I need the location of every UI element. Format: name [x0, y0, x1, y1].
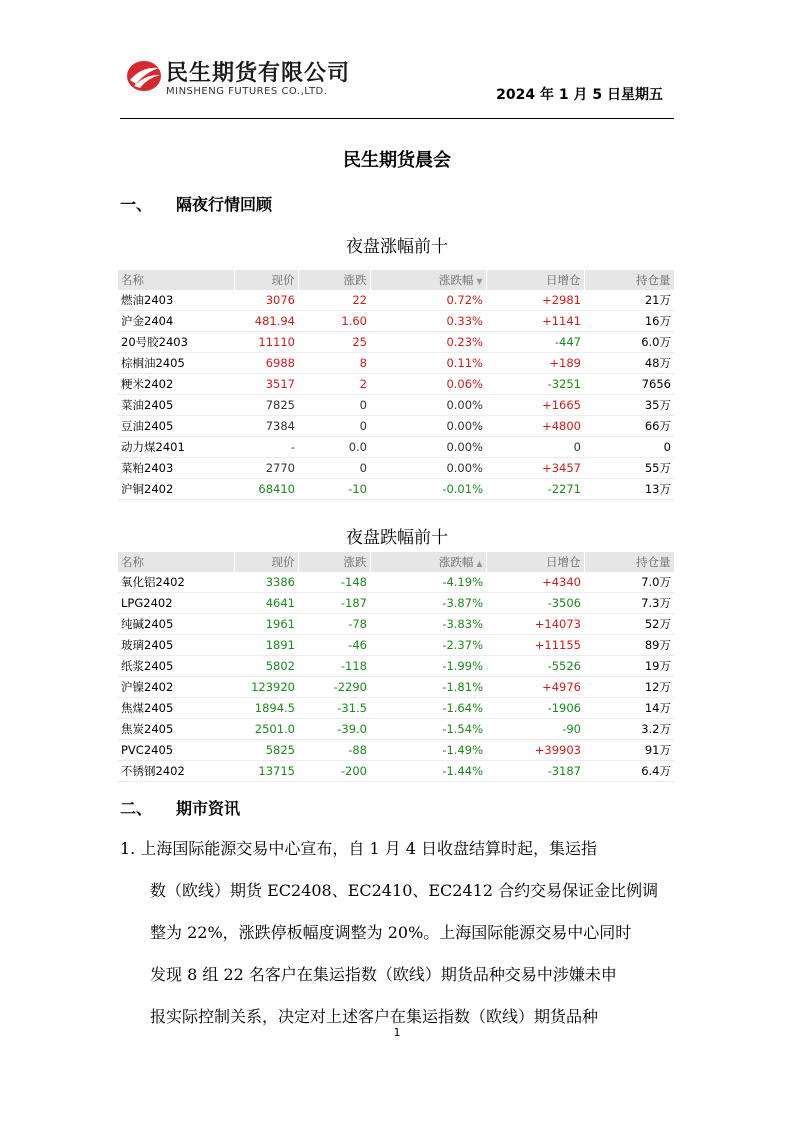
column-header[interactable]: 现价 — [234, 270, 298, 290]
table-row[interactable] — [118, 698, 674, 719]
change-percent: -3.83% — [370, 614, 486, 635]
price-change: 0 — [298, 395, 370, 416]
contract-name: 纸浆2405 — [118, 656, 234, 677]
table-row[interactable] — [118, 656, 674, 677]
contract-name: 沪金2404 — [118, 311, 234, 332]
column-header[interactable]: 名称 — [118, 270, 234, 290]
table-row[interactable] — [118, 635, 674, 656]
price-change: 22 — [298, 290, 370, 311]
table-row[interactable] — [118, 290, 674, 311]
column-header[interactable]: 涨跌 — [298, 270, 370, 290]
current-price: 2770 — [234, 458, 298, 479]
current-price: 3386 — [234, 572, 298, 593]
table-row[interactable] — [118, 719, 674, 740]
open-interest: 0 — [584, 437, 674, 458]
change-percent: -4.19% — [370, 572, 486, 593]
sort-arrow-icon: ▼ — [476, 277, 483, 286]
paragraph-line: 发现 8 组 22 名客户在集运指数（欧线）期货品种交易中涉嫌未申 — [150, 965, 617, 984]
open-interest-change: +2981 — [486, 290, 584, 311]
table-row[interactable] — [118, 332, 674, 353]
column-header-label: 涨跌幅 — [438, 273, 474, 287]
contract-name: PVC2405 — [118, 740, 234, 761]
table-row[interactable] — [118, 761, 674, 782]
open-interest-change: +4800 — [486, 416, 584, 437]
table-row[interactable] — [118, 353, 674, 374]
column-header[interactable]: 名称 — [118, 552, 234, 572]
contract-name: 棕榈油2405 — [118, 353, 234, 374]
table-header-row — [118, 270, 674, 290]
open-interest: 3.2万 — [584, 719, 674, 740]
contract-name: 焦煤2405 — [118, 698, 234, 719]
paragraph-line: 整为 22%，涨跌停板幅度调整为 20%。上海国际能源交易中心同时 — [150, 923, 632, 942]
gainers-table — [118, 270, 675, 500]
open-interest: 14万 — [584, 698, 674, 719]
column-header[interactable]: 日增仓 — [486, 270, 584, 290]
change-percent: 0.72% — [370, 290, 486, 311]
change-percent: 0.11% — [370, 353, 486, 374]
contract-name: 不锈钢2402 — [118, 761, 234, 782]
logo-mark-icon — [126, 58, 162, 94]
price-change: -10 — [298, 479, 370, 500]
table-row[interactable] — [118, 740, 674, 761]
paragraph-line: 1. 上海国际能源交易中心宣布，自 1 月 4 日收盘结算时起，集运指 — [120, 839, 598, 858]
price-change: -88 — [298, 740, 370, 761]
change-percent: -0.01% — [370, 479, 486, 500]
table-row[interactable] — [118, 311, 674, 332]
price-change: 0 — [298, 416, 370, 437]
open-interest: 12万 — [584, 677, 674, 698]
page-number: 1 — [393, 1026, 401, 1039]
change-percent: 0.06% — [370, 374, 486, 395]
price-change: -39.0 — [298, 719, 370, 740]
losers-table-title: 夜盘跌幅前十 — [346, 528, 448, 548]
price-change: -148 — [298, 572, 370, 593]
open-interest-change: -3506 — [486, 593, 584, 614]
table-row[interactable] — [118, 458, 674, 479]
open-interest: 7656 — [584, 374, 674, 395]
price-change: 0.0 — [298, 437, 370, 458]
table-row[interactable] — [118, 614, 674, 635]
open-interest: 89万 — [584, 635, 674, 656]
open-interest-change: +14073 — [486, 614, 584, 635]
table-row[interactable] — [118, 572, 674, 593]
column-header[interactable]: 日增仓 — [486, 552, 584, 572]
open-interest: 19万 — [584, 656, 674, 677]
column-header[interactable] — [370, 552, 486, 572]
contract-name: 豆油2405 — [118, 416, 234, 437]
current-price: 3076 — [234, 290, 298, 311]
open-interest: 6.0万 — [584, 332, 674, 353]
current-price: 5825 — [234, 740, 298, 761]
open-interest-change: +1665 — [486, 395, 584, 416]
contract-name: 动力煤2401 — [118, 437, 234, 458]
current-price: 4641 — [234, 593, 298, 614]
change-percent: -1.54% — [370, 719, 486, 740]
contract-name: 焦炭2405 — [118, 719, 234, 740]
contract-name: 燃油2403 — [118, 290, 234, 311]
contract-name: 沪铜2402 — [118, 479, 234, 500]
change-percent: 0.00% — [370, 458, 486, 479]
change-percent: -1.64% — [370, 698, 486, 719]
current-price: 6988 — [234, 353, 298, 374]
section-heading-1 — [120, 192, 272, 215]
section-label: 隔夜行情回顾 — [176, 195, 273, 214]
report-date: 2024 年 1 月 5 日星期五 — [496, 87, 663, 103]
change-percent: 0.23% — [370, 332, 486, 353]
open-interest: 7.3万 — [584, 593, 674, 614]
current-price: 68410 — [234, 479, 298, 500]
open-interest-change: -2271 — [486, 479, 584, 500]
contract-name: 沪镍2402 — [118, 677, 234, 698]
current-price: 1894.5 — [234, 698, 298, 719]
contract-name: 纯碱2405 — [118, 614, 234, 635]
header-divider — [120, 118, 674, 119]
current-price: 7384 — [234, 416, 298, 437]
price-change: -78 — [298, 614, 370, 635]
current-price: 3517 — [234, 374, 298, 395]
current-price: 7825 — [234, 395, 298, 416]
change-percent: 0.00% — [370, 395, 486, 416]
open-interest: 13万 — [584, 479, 674, 500]
open-interest-change: -3187 — [486, 761, 584, 782]
open-interest: 66万 — [584, 416, 674, 437]
open-interest: 35万 — [584, 395, 674, 416]
contract-name: 菜油2405 — [118, 395, 234, 416]
open-interest: 48万 — [584, 353, 674, 374]
price-change: -187 — [298, 593, 370, 614]
sort-arrow-icon: ▲ — [476, 559, 483, 568]
open-interest-change: -5526 — [486, 656, 584, 677]
open-interest-change: +4340 — [486, 572, 584, 593]
company-logo — [126, 56, 366, 100]
open-interest-change: +4976 — [486, 677, 584, 698]
price-change: 25 — [298, 332, 370, 353]
price-change: -118 — [298, 656, 370, 677]
contract-name: 氧化铝2402 — [118, 572, 234, 593]
price-change: 1.60 — [298, 311, 370, 332]
column-header[interactable]: 持仓量 — [584, 270, 674, 290]
change-percent: -1.99% — [370, 656, 486, 677]
gainers-table-title: 夜盘涨幅前十 — [346, 237, 448, 257]
change-percent: -1.49% — [370, 740, 486, 761]
open-interest: 7.0万 — [584, 572, 674, 593]
change-percent: -1.81% — [370, 677, 486, 698]
open-interest-change: -3251 — [486, 374, 584, 395]
current-price: 11110 — [234, 332, 298, 353]
contract-name: LPG2402 — [118, 593, 234, 614]
open-interest-change: +189 — [486, 353, 584, 374]
paragraph-line: 数（欧线）期货 EC2408、EC2410、EC2412 合约交易保证金比例调 — [150, 881, 659, 900]
change-percent: -1.44% — [370, 761, 486, 782]
contract-name: 20号胶2403 — [118, 332, 234, 353]
open-interest: 16万 — [584, 311, 674, 332]
logo-english-name: MINSHENG FUTURES CO.,LTD. — [166, 86, 328, 97]
open-interest-change: +1141 — [486, 311, 584, 332]
contract-name: 粳米2402 — [118, 374, 234, 395]
table-row[interactable] — [118, 479, 674, 500]
contract-name: 玻璃2405 — [118, 635, 234, 656]
price-change: 0 — [298, 458, 370, 479]
table-row[interactable] — [118, 395, 674, 416]
open-interest-change: +3457 — [486, 458, 584, 479]
change-percent: -2.37% — [370, 635, 486, 656]
current-price: 123920 — [234, 677, 298, 698]
price-change: 2 — [298, 374, 370, 395]
price-change: -31.5 — [298, 698, 370, 719]
price-change: -2290 — [298, 677, 370, 698]
open-interest-change: -1906 — [486, 698, 584, 719]
section-heading-2 — [120, 796, 240, 819]
column-header[interactable]: 涨跌 — [298, 552, 370, 572]
open-interest: 21万 — [584, 290, 674, 311]
open-interest: 91万 — [584, 740, 674, 761]
column-header[interactable]: 持仓量 — [584, 552, 674, 572]
open-interest-change: +11155 — [486, 635, 584, 656]
section-number: 二、 — [120, 799, 153, 818]
paragraph-line: 报实际控制关系，决定对上述客户在集运指数（欧线）期货品种 — [150, 1007, 599, 1026]
change-percent: 0.33% — [370, 311, 486, 332]
current-price: 481.94 — [234, 311, 298, 332]
open-interest: 55万 — [584, 458, 674, 479]
open-interest-change: -447 — [486, 332, 584, 353]
losers-table — [118, 552, 675, 782]
section-number: 一、 — [120, 195, 153, 214]
current-price: 1891 — [234, 635, 298, 656]
page-title: 民生期货晨会 — [343, 150, 451, 171]
column-header-label: 涨跌幅 — [438, 555, 474, 569]
price-change: 8 — [298, 353, 370, 374]
column-header[interactable] — [370, 270, 486, 290]
change-percent: 0.00% — [370, 437, 486, 458]
price-change: -46 — [298, 635, 370, 656]
section-label: 期市资讯 — [176, 799, 241, 818]
table-header-row — [118, 552, 674, 572]
news-paragraph — [120, 828, 676, 1038]
column-header[interactable]: 现价 — [234, 552, 298, 572]
open-interest-change: +39903 — [486, 740, 584, 761]
logo-chinese-name: 民生期货有限公司 — [166, 61, 351, 86]
current-price: - — [234, 437, 298, 458]
contract-name: 菜粕2403 — [118, 458, 234, 479]
table-row[interactable] — [118, 437, 674, 458]
table-row[interactable] — [118, 374, 674, 395]
current-price: 5802 — [234, 656, 298, 677]
table-row[interactable] — [118, 593, 674, 614]
open-interest: 6.4万 — [584, 761, 674, 782]
price-change: -200 — [298, 761, 370, 782]
open-interest-change: -90 — [486, 719, 584, 740]
change-percent: 0.00% — [370, 416, 486, 437]
table-row[interactable] — [118, 677, 674, 698]
change-percent: -3.87% — [370, 593, 486, 614]
table-row[interactable] — [118, 416, 674, 437]
current-price: 1961 — [234, 614, 298, 635]
current-price: 13715 — [234, 761, 298, 782]
open-interest: 52万 — [584, 614, 674, 635]
current-price: 2501.0 — [234, 719, 298, 740]
open-interest-change: 0 — [486, 437, 584, 458]
